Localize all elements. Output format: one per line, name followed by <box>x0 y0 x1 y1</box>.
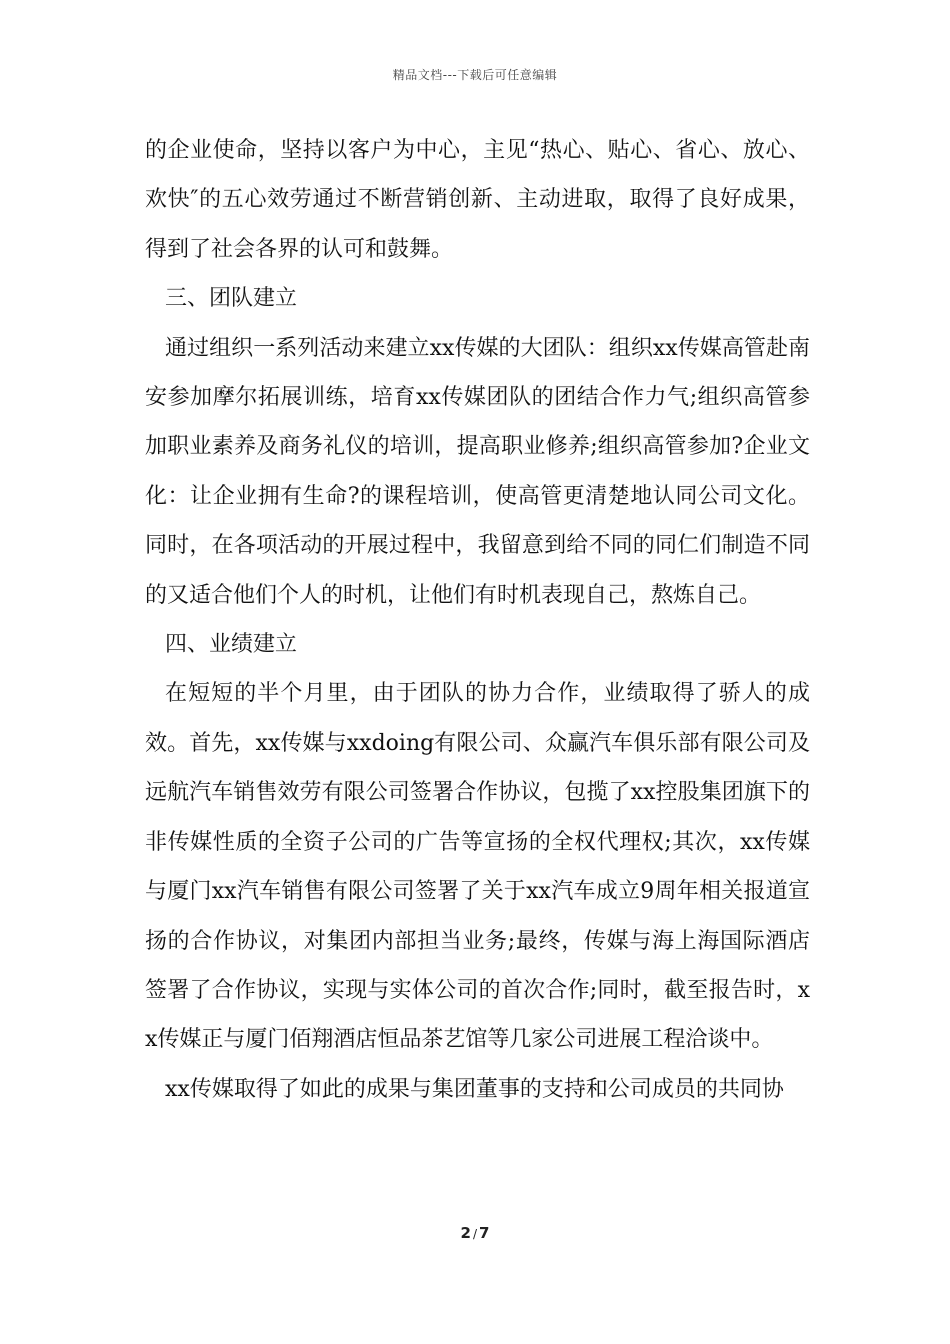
section-heading-team: 三、团队建立 <box>165 286 298 312</box>
page-header: 精品文档---下载后可任意编辑 <box>392 68 558 82</box>
page-current: 2 <box>460 1224 471 1242</box>
paragraph-mission: 的企业使命，坚持以客户为中心，主见“热心、贴心、省心、放心、欢快″的五心效劳通过不断营销创新、主动进取，取得了良好成果，得到了社会各界的认可和鼓舞。 <box>145 138 810 262</box>
page-number <box>0 1224 950 1242</box>
document-body <box>145 126 810 1114</box>
page-total: 7 <box>479 1224 490 1242</box>
paragraph-performance: 在短短的半个月里，由于团队的协力合作，业绩取得了骄人的成效。首先，xx传媒与xxdoing有限公司、众赢汽车俱乐部有限公司及远航汽车销售效劳有限公司签署合作协议，包揽了xx控股集团旗下的非传媒性质的全资子公司的广告等宣扬的全权代理权;其次，xx传媒与厦门xx汽车销售有限公司签署了关于xx汽车成立9周年相关报道宣扬的合作协议，对集团内部担当业务;最终，传媒与海上海国际酒店签署了合作协议，实现与实体公司的首次合作;同时，截至报告时，xx传媒正与厦门佰翔酒店恒品茶艺馆等几家公司进展工程洽谈中。 <box>145 681 810 1053</box>
paragraph-team-building: 通过组织一系列活动来建立xx传媒的大团队：组织xx传媒高管赴南安参加摩尔拓展训练，培育xx传媒团队的团结合作力气;组织高管参加职业素养及商务礼仪的培训，提高职业修养;组织高管参加?企业文化：让企业拥有生命?的课程培训，使高管更清楚地认同公司文化。同时，在各项活动的开展过程中，我留意到给不同的同仁们制造不同的又适合他们个人的时机，让他们有时机表现自己，熬炼自己。 <box>145 335 810 608</box>
paragraph-conclusion: xx传媒取得了如此的成果与集团董事的支持和公司成员的共同协 <box>165 1076 784 1102</box>
section-heading-performance: 四、业绩建立 <box>165 632 298 658</box>
page-separator: / <box>472 1227 478 1241</box>
